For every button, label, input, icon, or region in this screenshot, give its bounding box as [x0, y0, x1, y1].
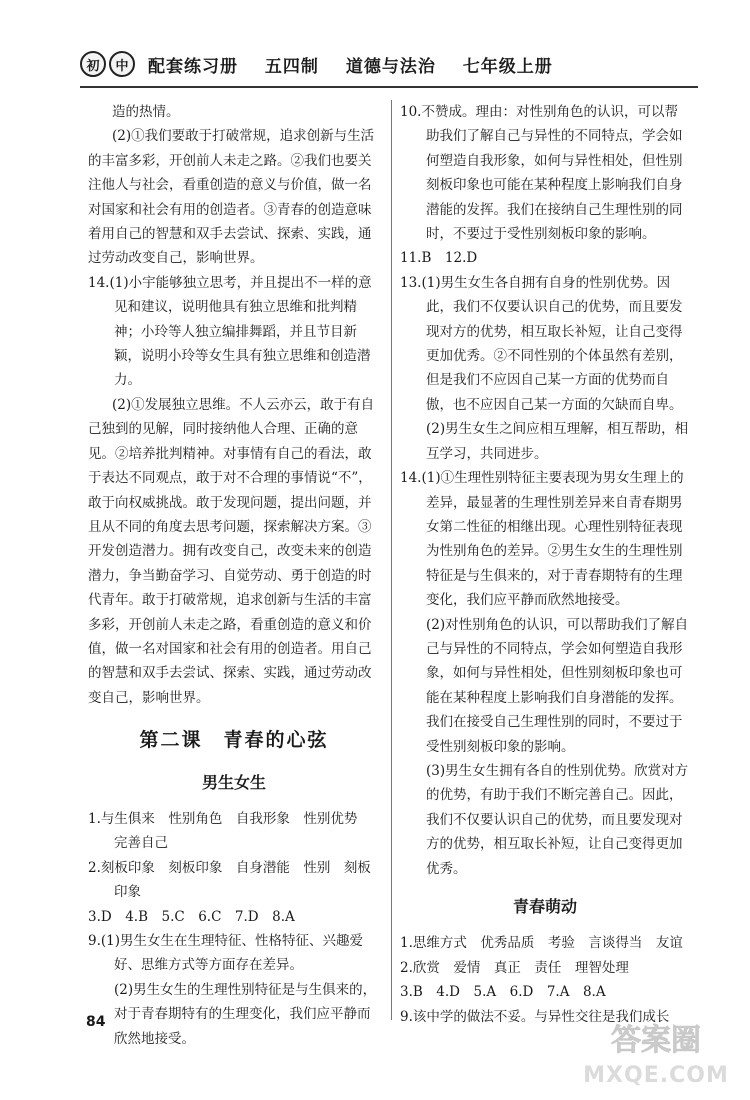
answer-item-14: 14.(1)①生理性别特征主要表现为男女生理上的差异，最显著的生理性别差异来自青春期男女第二性征的相继出现。心理性别特征表现为性别角色的差异。②男生女生的生理性别特征是与生俱来的，对于青春期特有的生理变化，我们应平静而欣然地接受。: [400, 470, 684, 609]
answer-item-2: 2.刻板印象 刻板印象 自身潜能 性别 刻板印象: [88, 859, 371, 901]
answer-item-10: 10.不赞成。理由：对性别角色的认识，可以帮助我们了解自己与异性的不同特点，学会如何塑造自我形象，如何与异性相处，但性别刻板印象也可能在某种程度上影响我们自身潜能的发挥。我们在接纳自己生理性别的同时，不要过于受性别刻板印象的影响。: [400, 104, 683, 243]
school-system: 五四制: [264, 56, 319, 77]
left-column: [88, 100, 380, 1051]
answer-item-9: 9.该中学的做法不妥。与异性交往是我们成长: [400, 1008, 670, 1025]
answer-paragraph: (2)男生女生的生理性别特征是与生俱来的，对于青春期特有的生理变化，我们应平静而欣然地接受。: [114, 981, 377, 1047]
lesson-title: 第二课 青春的心弦: [139, 729, 329, 752]
answer-item-1: 1.与生俱来 性别角色 自我形象 性别优势 完善自己: [88, 810, 371, 852]
subject-name: 道德与法治: [345, 56, 436, 77]
right-column: [400, 100, 690, 1029]
answer-paragraph: (2)①我们要敢于打破常规，追求创新与生活的丰富多彩，开创前人未走之路。②我们也要关注他人与社会，看重创造的意义与价值，做一名对国家和社会有用的创造者。③青春的创造意味着用自己的智慧和双手去尝试、探索、实践，通过劳动改变自己，影响世界。: [88, 128, 375, 267]
watermark-line2: MXQE.COM: [583, 1063, 729, 1088]
page-number: 84: [86, 1014, 106, 1030]
answer-items-3-8: 3.B 4.D 5.A 6.D 7.A 8.A: [400, 984, 606, 1001]
answer-item-1: 1.思维方式 优秀品质 考验 言谈得当 友谊: [400, 935, 683, 952]
answer-item-14: 14.(1)小宇能够独立思考，并且提出不一样的意见和建议，说明他具有独立思维和批判精神；小玲等人独立编排舞蹈，并且节目新颖，说明小玲等女生具有独立思维和创造潜力。: [88, 274, 372, 389]
answer-item-13: 13.(1)男生女生各自拥有自身的性别优势。因此，我们不仅要认识自己的优势，而且要发现对方的优势，相互取长补短，让自己变得更加优秀。②不同性别的个体虽然有差别，但是我们不应因自己某一方面的优势而自傲，也不应因自己某一方面的欠缺而自卑。: [400, 274, 683, 413]
section-title-youth: 青春萌动: [512, 897, 577, 916]
section-title-boys-girls: 男生女生: [201, 772, 266, 792]
answer-paragraph: (2)①发展独立思维。不人云亦云，敢于有自己独到的见解，同时接纳他人合理、正确的意见。②培养批判精神。对事情有自己的看法，敢于表达不同观点，敢于对不合理的事情说“不”，敢于向权威挑战。敢于发现问题，提出问题，并且从不同的角度去思考问题，探索解决方案。③开发创造潜力。拥有改变自己，改变未来的创造潜力，争当勤奋学习、自觉劳动、勇于创造的时代青年。敢于打破常规，追求创新与生活的丰富多彩，开创前人未走之路，看重创造的意义和价值，做一名对国家和社会有用的创造者。用自己的智慧和双手去尝试、探索、实践，通过劳动改变自己，影响世界。: [88, 396, 375, 706]
answer-items-3-8: 3.D 4.B 5.C 6.C 7.D 8.A: [88, 908, 295, 925]
answer-paragraph: (2)对性别角色的认识，可以帮助我们了解自己与异性的不同特点，学会如何塑造自我形象，如何与异性相处，但性别刻板印象也可能在某种程度上影响我们自身潜能的发挥。我们在接受自己生理性别的同时，不要过于受性别刻板印象的影响。: [426, 616, 689, 755]
answer-paragraph: (3)男生女生拥有各自的性别优势。欣赏对方的优势，有助于我们不断完善自己。因此，我们不仅要认识自己的优势，而且要发现对方的优势，相互取长补短，让自己变得更加优秀。: [426, 762, 689, 877]
watermark-logo: [576, 1010, 736, 1092]
answer-items-11-12: 11.B 12.D: [400, 250, 478, 267]
book-title: 配套练习册: [148, 56, 238, 77]
answer-item-9: 9.(1)男生女生在生理特征、性格特征、兴趣爱好、思维方式等方面存在差异。: [88, 933, 364, 974]
column-divider: [391, 100, 392, 1020]
answer-paragraph: (2)男生女生之间应相互理解，相互帮助，相互学习，共同进步。: [426, 421, 689, 462]
answer-item-2: 2.欣赏 爱情 真正 责任 理智处理: [400, 959, 629, 976]
header-rule: [80, 86, 698, 88]
answer-paragraph: 造的热情。: [112, 104, 180, 120]
grade-label: 七年级上册: [462, 56, 553, 77]
watermark-line1: 答案圈: [611, 1023, 701, 1058]
badge-zhong: 中: [109, 51, 135, 77]
header-text: [148, 52, 573, 77]
page-header: [80, 44, 700, 84]
badge-chu: 初: [80, 51, 106, 77]
